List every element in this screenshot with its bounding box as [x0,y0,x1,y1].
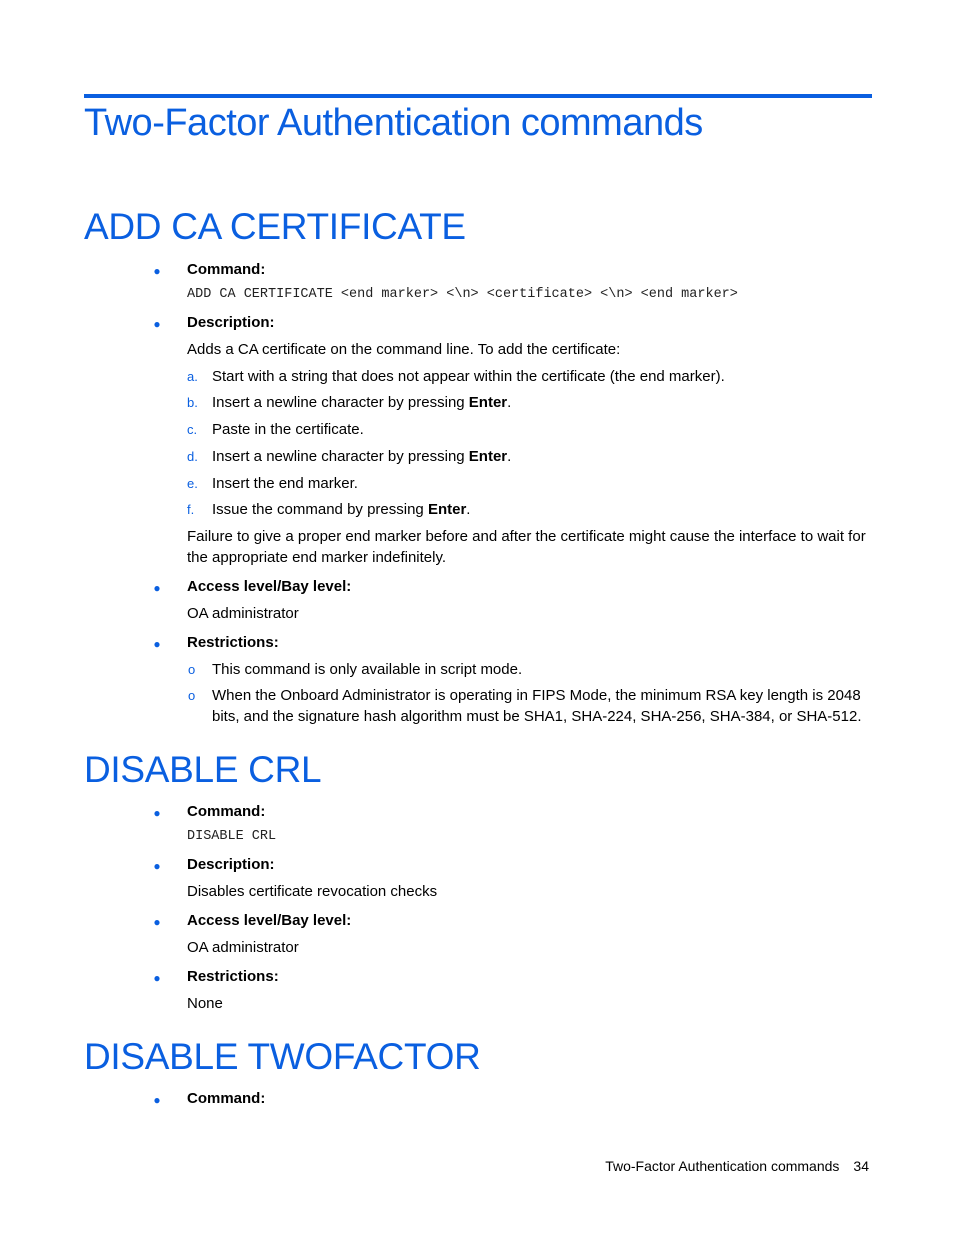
restriction-item: bits, and the signature hash algorithm must be SHA1, SHA-224, SHA-256, SHA-384, or SHA-512. [212,708,862,725]
step-text [212,421,364,438]
footer-title: Two-Factor Authentication commands [605,1158,840,1174]
command-syntax: DISABLE CRL [187,829,277,844]
bullet-icon: ● [153,806,161,820]
step-text-part: Insert a newline character by pressing [212,394,469,411]
step-text [212,368,725,385]
step-marker: a. [187,369,198,384]
step-text [212,475,358,492]
bullet-icon: ● [153,859,161,873]
access-value: OA administrator [187,605,299,622]
restriction-item: This command is only available in script mode. [212,661,523,678]
command-label: Command: [187,803,266,820]
step-text-part: Insert a newline character by pressing [212,448,469,465]
chapter-title: Two-Factor Authentication commands [84,102,703,144]
note-line: Failure to give a proper end marker before and after the certificate might cause the interface to wait for [187,528,866,545]
key-name: Enter [427,501,467,518]
step-marker: e. [187,476,198,491]
description-label: Description: [187,314,275,331]
command-label: Command: [187,261,266,278]
restrictions-value: None [187,995,223,1012]
circle-bullet-icon: o [188,688,196,703]
access-label: Access level/Bay level: [187,912,352,929]
step-text-part: . [507,394,512,411]
description-text: Disables certificate revocation checks [187,883,438,900]
bullet-icon: ● [153,971,161,985]
step-marker: d. [187,449,198,464]
command-label: Command: [187,1090,266,1107]
step-text [212,448,511,465]
bullet-icon: ● [153,1093,161,1107]
step-text-part: Insert the end marker. [212,475,358,492]
chapter-rule [84,94,872,98]
circle-bullet-icon: o [188,662,196,677]
section-heading-add-ca: ADD CA CERTIFICATE [84,206,466,247]
section-heading-disable-crl: DISABLE CRL [84,749,322,790]
command-syntax: ADD CA CERTIFICATE <end marker> <\n> <certificate> <\n> <end marker> [187,287,738,302]
section-heading-disable-twofactor: DISABLE TWOFACTOR [84,1036,481,1077]
access-value: OA administrator [187,939,299,956]
restrictions-label: Restrictions: [187,634,279,651]
bullet-icon: ● [153,317,161,331]
step-text [212,394,511,411]
restriction-item: When the Onboard Administrator is operating in FIPS Mode, the minimum RSA key length is 2048 [212,687,861,704]
page-footer [605,1158,869,1174]
page-number: 34 [853,1158,869,1174]
note-line: the appropriate end marker indefinitely. [187,549,447,566]
description-label: Description: [187,856,275,873]
step-marker: c. [187,422,198,437]
step-text-part: . [466,501,471,518]
restrictions-label: Restrictions: [187,968,279,985]
access-label: Access level/Bay level: [187,578,352,595]
key-name: Enter [468,448,508,465]
bullet-icon: ● [153,264,161,278]
key-name: Enter [468,394,508,411]
description-text: Adds a CA certificate on the command line. To add the certificate: [187,341,621,358]
bullet-icon: ● [153,581,161,595]
step-text-part: Start with a string that does not appear within the certificate (the end marker). [212,368,725,385]
step-marker: b. [187,395,198,410]
step-text-part: Paste in the certificate. [212,421,364,438]
step-text-part: . [507,448,512,465]
step-text-part: Issue the command by pressing [212,501,428,518]
step-marker: f. [187,502,195,517]
step-text [212,501,470,518]
bullet-icon: ● [153,637,161,651]
bullet-icon: ● [153,915,161,929]
